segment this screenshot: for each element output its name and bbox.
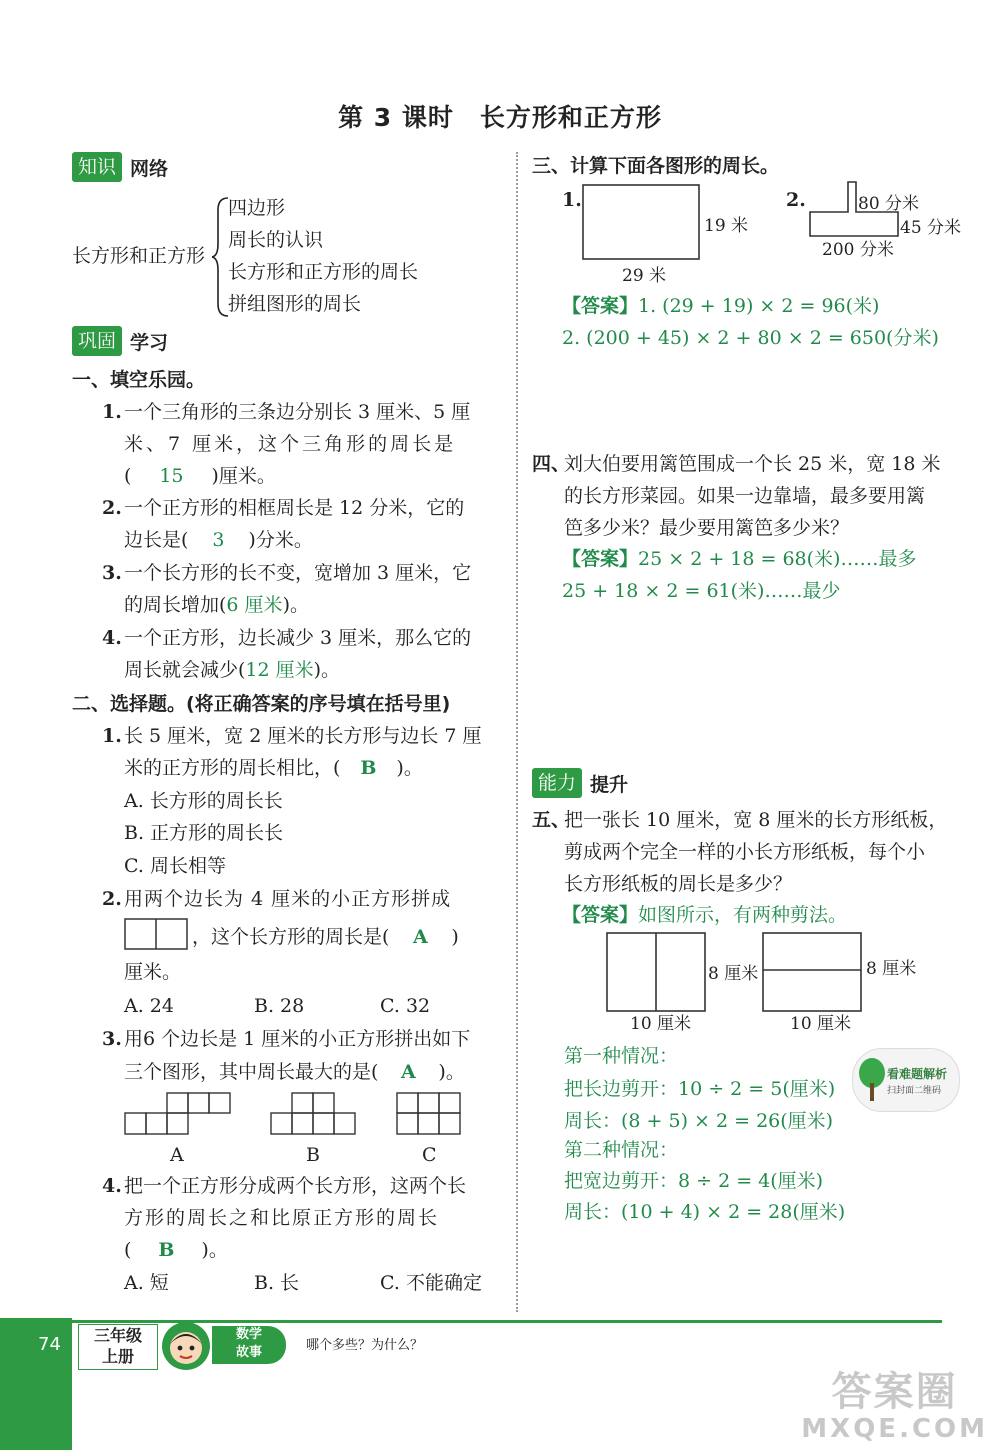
knowledge-root: 长方形和正方形 [72,245,206,267]
cut-figure-2-bottom: 10 厘米 [790,1014,852,1034]
mc4-answer-line: ( B )。 [124,1234,228,1266]
case2-step: 把宽边剪开：8 ÷ 2 = 4(厘米) [564,1170,824,1192]
mc4-option: C. 不能确定 [380,1272,482,1294]
badge-line: 看难题解析 [887,1067,948,1081]
knowledge-item: 拼组图形的周长 [228,293,362,315]
q2-answer-line: 边长是( 3 )分米。 [124,524,313,556]
fig1-number: 1. [562,189,582,211]
part3-answer-2: 2. (200 + 45) × 2 + 80 × 2 = 650(分米) [562,327,939,349]
part3-answer-1: 【答案】1. (29 + 19) × 2 = 96(米) [562,295,880,317]
solution-badge[interactable] [852,1048,960,1112]
knowledge-item: 长方形和正方形的周长 [228,261,419,283]
q1-number: 1. [102,401,122,423]
fig2-top-label: 80 分米 [858,194,920,214]
fig1-rectangle [582,184,702,262]
part5-number: 五、 [532,809,571,831]
mc4-option: B. 长 [254,1272,300,1294]
consolidate-section-tag [72,326,168,356]
cut-figure-1-side: 8 厘米 [708,964,759,984]
kid-avatar-icon [160,1320,212,1372]
grade-label: 三年级 [93,1326,142,1345]
fig2-right-label: 45 分米 [900,218,962,238]
part2-heading: 二、选择题。(将正确答案的序号填在括号里) [72,693,451,715]
figure-b [270,1092,360,1136]
mc4-answer: B [158,1239,175,1261]
q4-answer: 12 厘米 [245,659,314,681]
q1-answer-line: ( 15 )厘米。 [124,460,276,492]
footer-question: 哪个多些？为什么？ [306,1338,424,1353]
knowledge-tag-suffix: 网络 [130,157,169,180]
knowledge-tag: 知识 [72,152,122,182]
mc3-answer: A [401,1061,416,1083]
page-number: 74 [38,1334,61,1355]
q2-answer: 3 [212,529,225,551]
mc1-number: 1. [102,725,122,747]
column-divider [516,152,518,1312]
q1-line: 一个三角形的三条边分别长 3 厘米、5 厘 [124,401,471,423]
case1-step: 把长边剪开：10 ÷ 2 = 5(厘米) [564,1078,836,1100]
part4-answer-1: 【答案】25 × 2 + 18 = 68(米)……最多 [562,548,917,570]
fig2-bottom-label: 200 分米 [822,240,894,260]
mc1-line: 长 5 厘米，宽 2 厘米的长方形与边长 7 厘 [124,725,482,747]
tree-icon [857,1057,887,1103]
mc4-number: 4. [102,1175,122,1197]
figure-c [396,1092,464,1136]
knowledge-item: 周长的认识 [228,229,324,251]
figure-label: C [422,1144,437,1166]
case2-title: 第二种情况： [564,1139,679,1161]
case1-title: 第一种情况： [564,1045,679,1067]
mc4-option: A. 短 [124,1272,169,1294]
mc2-line: 厘米。 [124,961,182,983]
part4-line: 笆多少米？最少要用篱笆多少米？ [564,517,850,539]
mc1-option: C. 周长相等 [124,855,226,877]
q2-number: 2. [102,497,122,519]
volume-label: 上册 [101,1347,134,1366]
badge-line: 扫封面二维码 [887,1086,942,1096]
two-squares-figure [124,918,188,950]
part5-line: 把一张长 10 厘米，宽 8 厘米的长方形纸板， [564,809,948,831]
q3-answer: 6 厘米 [226,594,283,616]
cut-figure-2-side: 8 厘米 [866,959,917,979]
q2-line: 一个正方形的相框周长是 12 分米，它的 [124,497,465,519]
mc2-answer-line: ，这个长方形的周长是( A ) [192,921,459,953]
q1-line: 米、7 厘米，这个三角形的周长是 [124,433,457,455]
consolidate-tag-suffix: 学习 [130,331,169,354]
q4-number: 4. [102,627,122,649]
q4-answer-line: 周长就会减少(12 厘米)。 [124,659,341,681]
mc2-number: 2. [102,888,122,910]
mc3-number: 3. [102,1028,122,1050]
mc3-line: 用6 个边长是 1 厘米的小正方形拼出如下 [124,1028,471,1050]
math-story-tag: 数学 故事 [212,1326,286,1364]
part5-answer-intro: 【答案】如图所示，有两种剪法。 [562,904,848,926]
mc1-option: A. 长方形的周长长 [124,790,283,812]
mc2-option: B. 28 [254,995,305,1017]
mc2-answer: A [413,926,428,948]
q3-line: 一个长方形的长不变，宽增加 3 厘米，它 [124,562,472,584]
part4-line: 刘大伯要用篱笆围成一个长 25 米，宽 18 米 [564,453,941,475]
part3-heading: 三、计算下面各图形的周长。 [532,155,780,177]
mc1-answer: B [360,757,377,779]
mc1-answer-line: 米的正方形的周长相比，( B )。 [124,752,423,784]
knowledge-section-tag [72,152,168,182]
q1-answer: 15 [159,465,184,487]
ability-tag: 能力 [532,768,582,798]
figure-a [124,1092,232,1136]
part4-line: 的长方形菜园。如果一边靠墙，最多要用篱 [564,485,926,507]
figure-label: B [306,1144,320,1166]
part5-line: 长方形纸板的周长是多少？ [564,873,793,895]
part5-line: 剪成两个完全一样的小长方形纸板，每个小 [564,841,926,863]
figure-label: A [170,1144,184,1166]
mc2-option: C. 32 [380,995,431,1017]
mc2-line: 用两个边长为 4 厘米的小正方形拼成 [124,888,452,910]
ability-tag-suffix: 提升 [590,773,629,796]
mc3-answer-line: 三个图形，其中周长最大的是( A )。 [124,1056,465,1088]
fig2-number: 2. [786,189,806,211]
page-title: 第 3 课时 长方形和正方形 [338,103,662,132]
q3-answer-line: 的周长增加(6 厘米)。 [124,594,309,616]
watermark: 答案圈 MXQE.COM [801,1369,988,1444]
part1-heading: 一、填空乐园。 [72,369,206,391]
mc4-line: 把一个正方形分成两个长方形，这两个长 [124,1175,467,1197]
mc4-line: 方形的周长之和比原正方形的周长 [124,1207,440,1229]
mc2-option: A. 24 [124,995,174,1017]
case2-step: 周长：(10 + 4) × 2 = 28(厘米) [564,1201,846,1223]
mc1-option: B. 正方形的周长长 [124,822,284,844]
cut-figure-1-bottom: 10 厘米 [630,1014,692,1034]
q3-number: 3. [102,562,122,584]
case1-step: 周长：(8 + 5) × 2 = 26(厘米) [564,1110,834,1132]
footer-side-band [0,1318,72,1450]
fig1-bottom-label: 29 米 [622,266,667,286]
knowledge-item: 四边形 [228,197,286,219]
grade-box [78,1324,158,1370]
q4-line: 一个正方形，边长减少 3 厘米，那么它的 [124,627,472,649]
cut-figure-1 [606,932,706,1012]
consolidate-tag: 巩固 [72,326,122,356]
part4-number: 四、 [532,453,571,475]
cut-figure-2 [762,932,862,1012]
part4-answer-2: 25 + 18 × 2 = 61(米)……最少 [562,580,841,602]
ability-section-tag [532,768,628,798]
fig1-side-label: 19 米 [704,216,749,236]
